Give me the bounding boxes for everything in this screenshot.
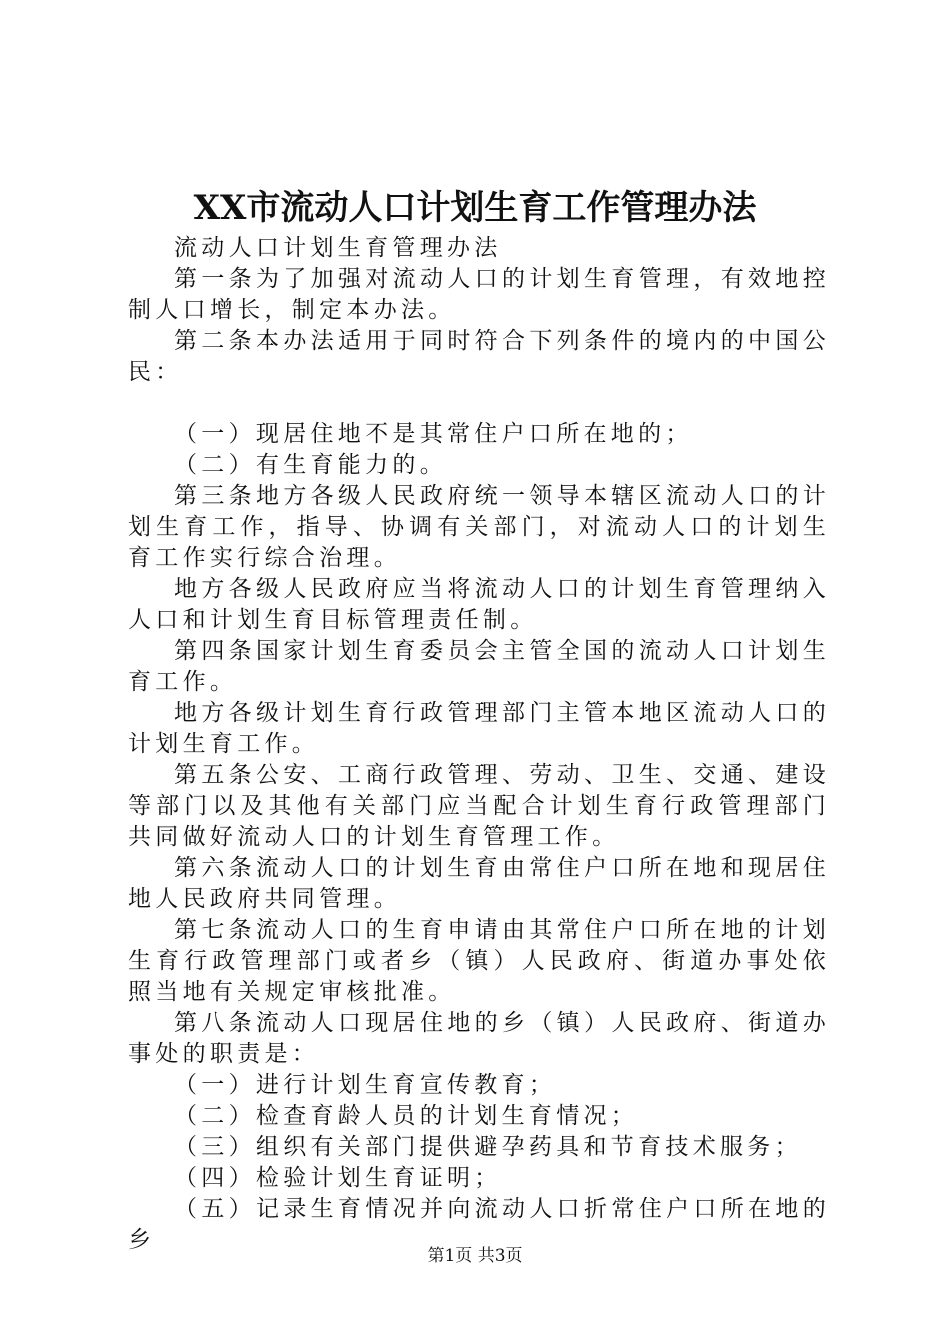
page-footer: 第1页 共3页 [427,1246,523,1266]
paragraph: 第一条为了加强对流动人口的计划生育管理，有效地控制人口增长，制定本办法。 [128,266,830,323]
list-item: （五）记录生育情况并向流动人口折常住户口所在地的乡 [128,1196,830,1253]
list-item: （一）进行计划生育宣传教育； [174,1072,557,1098]
paragraph: 地方各级计划生育行政管理部门主管本地区流动人口的计划生育工作。 [128,700,830,757]
list-item: （四）检验计划生育证明； [174,1165,502,1191]
list-item: （二）有生育能力的。 [174,452,447,478]
paragraph: 第六条流动人口的计划生育由常住户口所在地和现居住地人民政府共同管理。 [128,855,830,912]
paragraph: 第八条流动人口现居住地的乡（镇）人民政府、街道办事处的职责是： [128,1010,830,1067]
list-item: （三）组织有关部门提供避孕药具和节育技术服务； [174,1134,802,1160]
document-body [128,233,830,1256]
paragraph: 地方各级人民政府应当将流动人口的计划生育管理纳入人口和计划生育目标管理责任制。 [128,576,830,633]
list-item: （一）现居住地不是其常住户口所在地的； [174,421,693,447]
paragraph: 第二条本办法适用于同时符合下列条件的境内的中国公民： [128,328,830,385]
list-item: （二）检查育龄人员的计划生育情况； [174,1103,639,1129]
paragraph: 第五条公安、工商行政管理、劳动、卫生、交通、建设等部门以及其他有关部门应当配合计划生育行政管理部门共同做好流动人口的计划生育管理工作。 [128,762,830,850]
paragraph: 第四条国家计划生育委员会主管全国的流动人口计划生育工作。 [128,638,830,695]
paragraph: 第七条流动人口的生育申请由其常住户口所在地的计划生育行政管理部门或者乡（镇）人民政府、街道办事处依照当地有关规定审核批准。 [128,917,830,1005]
paragraph: 流动人口计划生育管理办法 [174,235,502,261]
blank-line [128,388,830,419]
document-title: XX市流动人口计划生育工作管理办法 [193,188,757,228]
paragraph: 第三条地方各级人民政府统一领导本辖区流动人口的计划生育工作，指导、协调有关部门，对流动人口的计划生育工作实行综合治理。 [128,483,830,571]
